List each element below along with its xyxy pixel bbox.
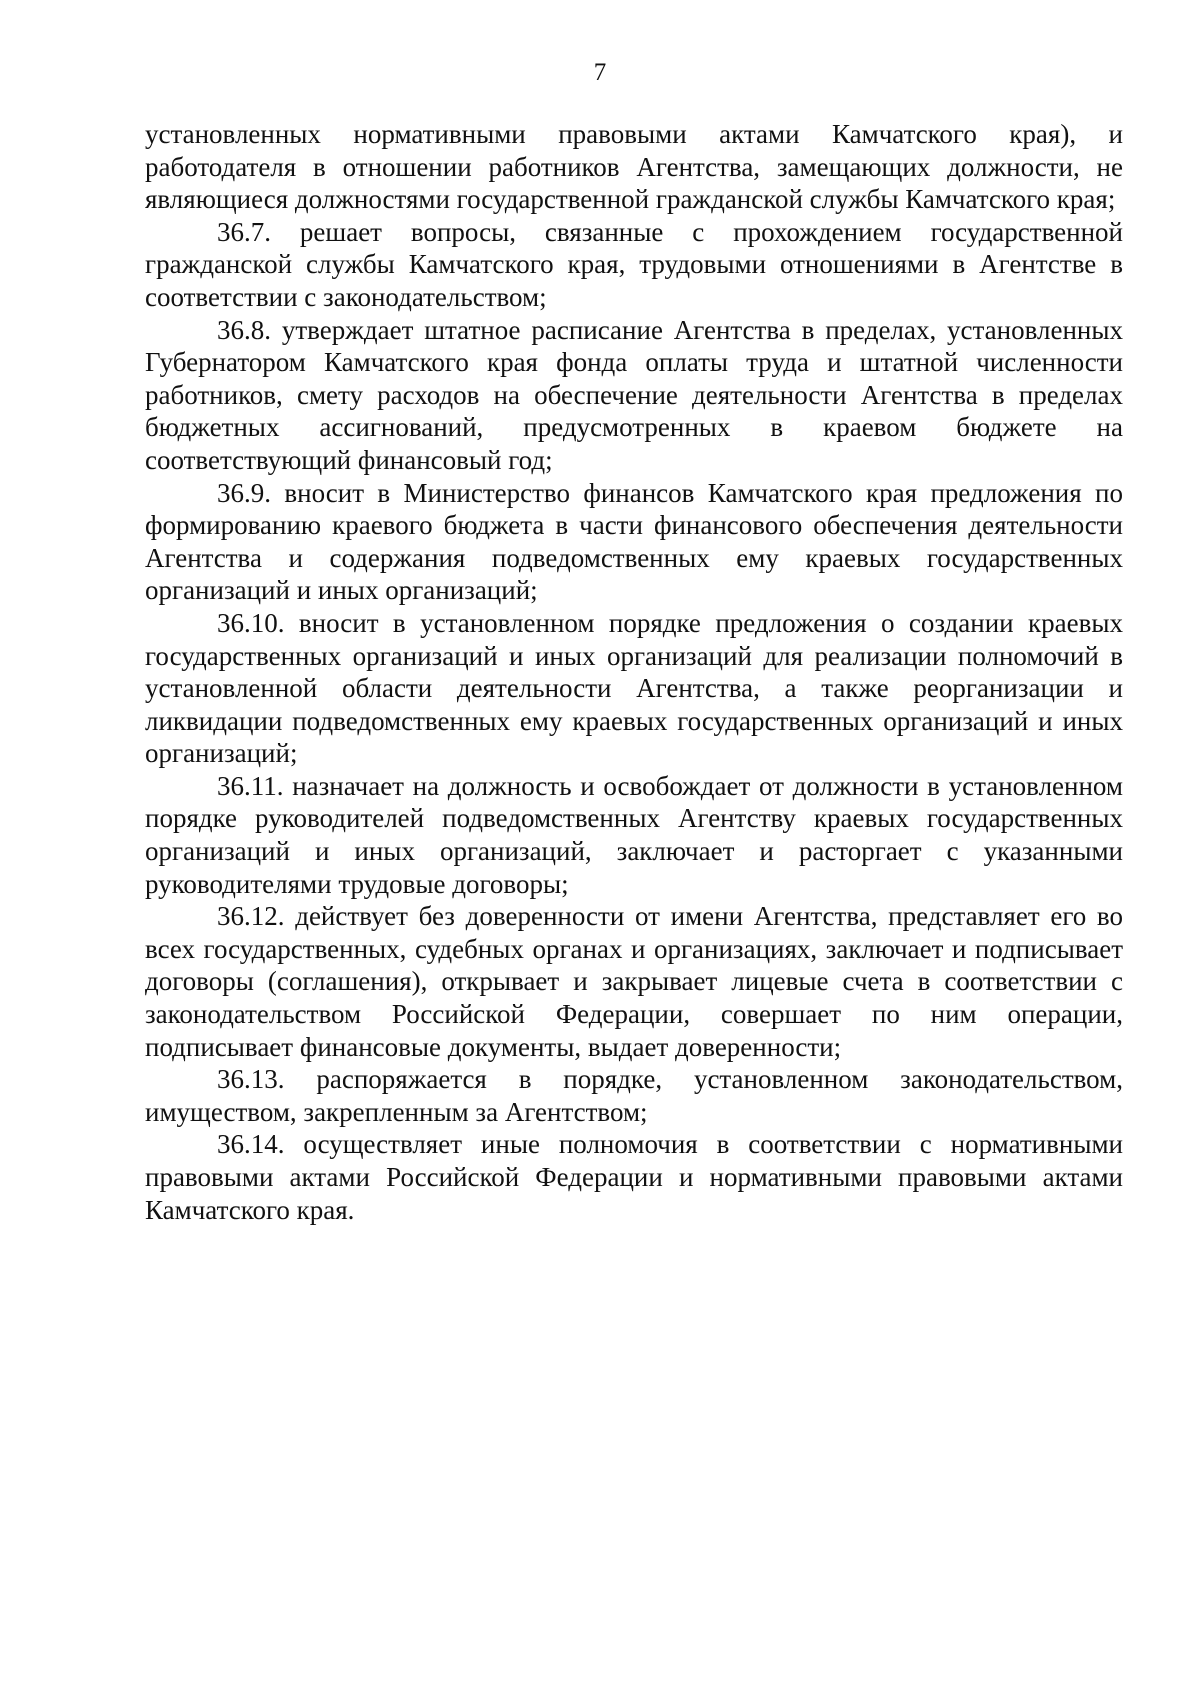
paragraph-36-8: 36.8. утверждает штатное расписание Агентства в пределах, установленных Губернатором Камчатского края фонда оплаты труда и штатной численности работников, смету расходов на обеспечение деятельности Агентства в пределах бюджетных ассигнований, предусмотренных в краевом бюджете на соответствующий финансовый год; (145, 314, 1123, 475)
paragraph-36-13: 36.13. распоряжается в порядке, установленном законодательством, имуществом, закрепленным за Агентством; (145, 1064, 1123, 1127)
paragraph-36-9: 36.9. вносит в Министерство финансов Камчатского края предложения по формированию краевого бюджета в части финансового обеспечения деятельности Агентства и содержания подведомственных ему краевых государственных организаций и иных организаций; (145, 477, 1123, 606)
page-number: 7 (593, 59, 607, 86)
paragraph-36-12: 36.12. действует без доверенности от имени Агентства, представляет его во всех государственных, судебных органах и организациях, заключает и подписывает договоры (соглашения), открывает и закрывает лицевые счета в соответствии с законодательством Российской Федерации, совершает по ним операции, подписывает финансовые документы, выдает доверенности; (145, 901, 1123, 1062)
paragraph-36-10: 36.10. вносит в установленном порядке предложения о создании краевых государственных организаций и иных организаций для реализации полномочий в установленной области деятельности Агентства, а также реорганизации и ликвидации подведомственных ему краевых государственных организаций и иных организаций; (145, 607, 1123, 769)
document-body (145, 118, 1123, 1226)
paragraph-36-14: 36.14. осуществляет иные полномочия в соответствии с нормативными правовыми актами Российской Федерации и нормативными правовыми актами Камчатского края. (145, 1129, 1123, 1225)
paragraph-36-7: 36.7. решает вопросы, связанные с прохождением государственной гражданской службы Камчатского края, трудовыми отношениями в Агентстве в соответствии с законодательством; (145, 216, 1123, 312)
paragraph-continuation: установленных нормативными правовыми актами Камчатского края), и работодателя в отношении работников Агентства, замещающих должности, не являющиеся должностями государственной гражданской службы Камчатского края; (145, 119, 1123, 215)
paragraph-36-11: 36.11. назначает на должность и освобождает от должности в установленном порядке руководителей подведомственных Агентству краевых государственных организаций и иных организаций, заключает и расторгает с указанными руководителями трудовые договоры; (145, 770, 1123, 899)
